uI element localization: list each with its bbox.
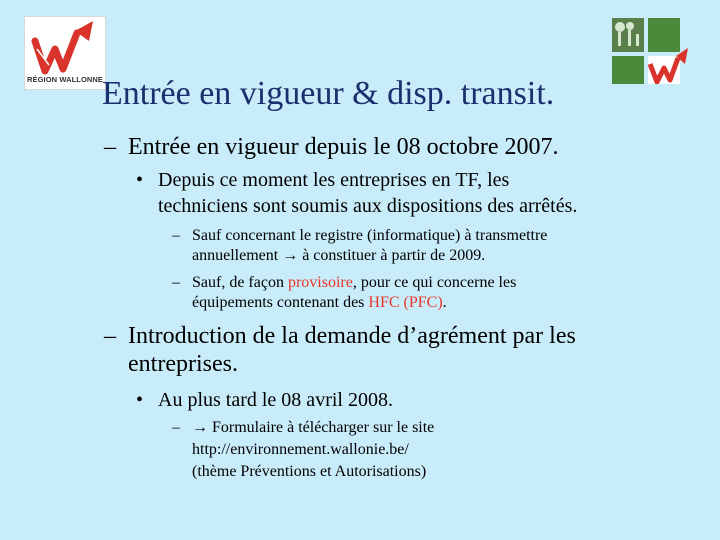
- point-entry-into-force: Entrée en vigueur depuis le 08 octobre 2007.: [128, 134, 559, 160]
- slide-title: Entrée en vigueur & disp. transit.: [102, 75, 555, 112]
- form-download-line1: → Formulaire à télécharger sur le site: [192, 419, 435, 436]
- point-approval-line2: entreprises.: [128, 351, 238, 377]
- register-exception-line2: annuellement → à constituer à partir de 2009.: [192, 247, 486, 264]
- environment-logo: [612, 18, 692, 84]
- form-download-theme: (thème Préventions et Autorisations): [192, 463, 427, 480]
- dash-marker: –: [104, 323, 116, 349]
- hfc-highlight: HFC (PFC): [368, 294, 443, 311]
- form-download-url[interactable]: http://environnement.wallonie.be/: [192, 441, 409, 458]
- dash-marker: –: [172, 227, 180, 244]
- provisional-highlight: provisoire: [287, 274, 353, 291]
- green-squares-w-icon: [612, 18, 692, 84]
- dash-marker: –: [172, 274, 180, 291]
- bullet-marker: •: [136, 169, 144, 191]
- subpoint-companies-line2: techniciens sont soumis aux dispositions des arrêtés.: [158, 195, 578, 217]
- wallonia-w-icon: [31, 19, 99, 75]
- register-exception-line1: Sauf concernant le registre (informatique) à transmettre: [192, 227, 548, 244]
- bullet-marker: •: [136, 389, 144, 411]
- provisional-exception-line2: équipements contenant des HFC (PFC).: [192, 294, 447, 311]
- dash-marker: –: [172, 419, 180, 436]
- region-wallonne-logo: [24, 16, 106, 90]
- point-approval-line1: Introduction de la demande d’agrément par les: [128, 323, 576, 349]
- logo-caption: RÉGION WALLONNE: [26, 75, 104, 84]
- subpoint-companies-line1: Depuis ce moment les entreprises en TF, les: [158, 169, 510, 191]
- subpoint-deadline: Au plus tard le 08 avril 2008.: [158, 389, 393, 411]
- provisional-exception-line1: Sauf, de façon provisoire, pour ce qui concerne les: [192, 274, 517, 291]
- dash-marker: –: [104, 134, 116, 160]
